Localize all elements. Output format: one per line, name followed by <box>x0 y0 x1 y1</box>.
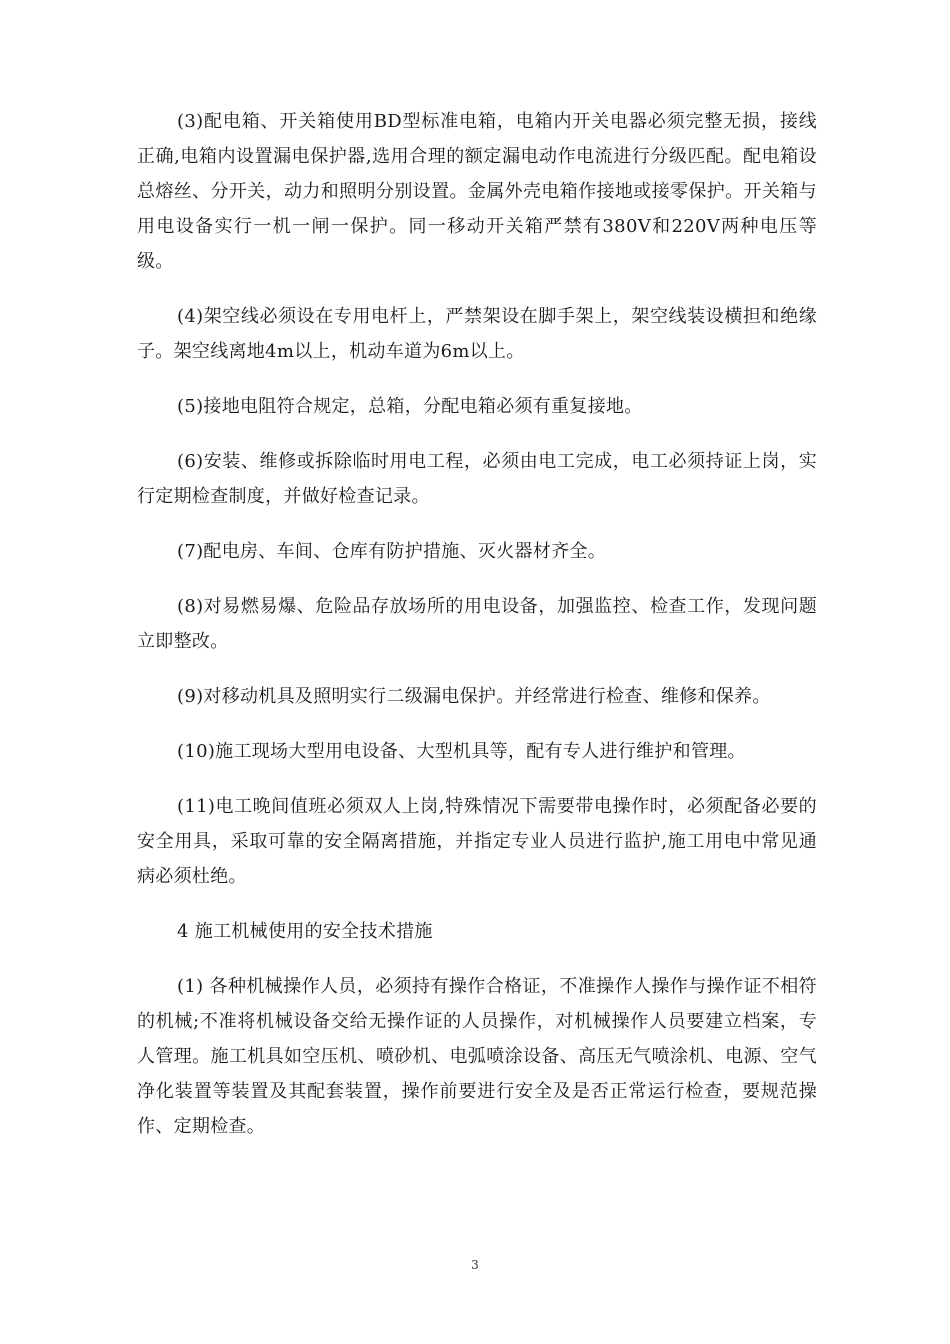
paragraph-item-11: (11)电工晚间值班必须双人上岗,特殊情况下需要带电操作时，必须配备必要的安全用具，采取可靠的安全隔离措施，并指定专业人员进行监护,施工用电中常见通病必须杜绝。 <box>137 796 817 887</box>
paragraph-item-7: (7)配电房、车间、仓库有防护措施、灭火器材齐全。 <box>177 541 606 562</box>
section-heading: 4 施工机械使用的安全技术措施 <box>177 921 433 942</box>
paragraph-item-8: (8)对易燃易爆、危险品存放场所的用电设备，加强监控、检查工作，发现问题立即整改。 <box>137 596 817 652</box>
paragraph-item-6: (6)安装、维修或拆除临时用电工程，必须由电工完成，电工必须持证上岗，实行定期检查制度，并做好检查记录。 <box>137 451 817 507</box>
paragraph-item-3: (3)配电箱、开关箱使用BD型标准电箱，电箱内开关电器必须完整无损，接线正确,电箱内设置漏电保护器,选用合理的额定漏电动作电流进行分级匹配。配电箱设总熔丝、分开关，动力和照明分别设置。金属外壳电箱作接地或接零保护。开关箱与用电设备实行一机一闸一保护。同一移动开关箱严禁有380V和220V两种电压等级。 <box>137 111 817 272</box>
paragraph-machinery-1: (1) 各种机械操作人员，必须持有操作合格证，不准操作人操作与操作证不相符的机械;不准将机械设备交给无操作证的人员操作，对机械操作人员要建立档案，专人管理。施工机具如空压机、喷砂机、电弧喷涂设备、高压无气喷涂机、电源、空气净化装置等装置及其配套装置，操作前要进行安全及是否正常运行检查，要规范操作、定期检查。 <box>137 976 817 1137</box>
paragraph-item-9: (9)对移动机具及照明实行二级漏电保护。并经常进行检查、维修和保养。 <box>177 686 771 707</box>
paragraph-item-10: (10)施工现场大型用电设备、大型机具等，配有专人进行维护和管理。 <box>177 741 746 762</box>
page-number: 3 <box>471 1258 479 1272</box>
paragraph-item-4: (4)架空线必须设在专用电杆上，严禁架设在脚手架上，架空线装设横担和绝缘子。架空线离地4m以上，机动车道为6m以上。 <box>137 306 817 362</box>
document-body <box>137 104 817 1164</box>
paragraph-item-5: (5)接地电阻符合规定，总箱，分配电箱必须有重复接地。 <box>177 396 643 417</box>
